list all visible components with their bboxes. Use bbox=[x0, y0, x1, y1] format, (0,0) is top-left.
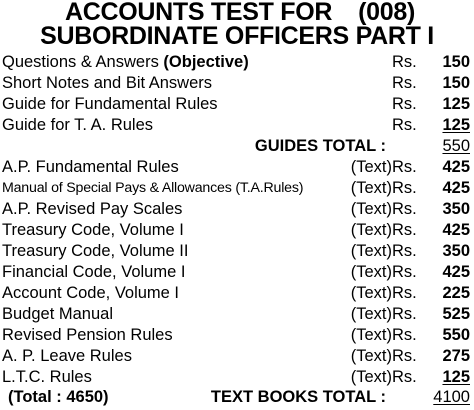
currency-label: Rs. bbox=[392, 284, 417, 302]
footer-totals-row bbox=[0, 387, 474, 408]
textbook-type: (Text) bbox=[350, 326, 392, 344]
textbook-price: 425 bbox=[442, 263, 470, 281]
guide-price: 150 bbox=[442, 53, 470, 71]
textbook-price: 275 bbox=[442, 347, 470, 365]
textbook-type: (Text) bbox=[350, 179, 392, 197]
currency-label: Rs. bbox=[392, 368, 417, 386]
textbook-name: Budget Manual bbox=[2, 305, 113, 323]
currency-label: Rs. bbox=[392, 242, 417, 260]
textbook-price: 350 bbox=[442, 242, 470, 260]
guide-name: Short Notes and Bit Answers bbox=[2, 74, 213, 92]
textbook-name: Manual of Special Pays & Allowances (T.A.Rules) bbox=[2, 180, 304, 196]
guides-total-label: GUIDES TOTAL : bbox=[254, 137, 386, 155]
textbook-price: 425 bbox=[442, 158, 470, 176]
currency-label: Rs. bbox=[392, 158, 417, 176]
textbooks-total-value: 4100 bbox=[433, 388, 470, 406]
currency-label: Rs. bbox=[392, 53, 417, 71]
guide-price: 125 bbox=[442, 116, 470, 134]
textbook-name: Account Code, Volume I bbox=[2, 284, 180, 302]
textbook-price: 550 bbox=[442, 326, 470, 344]
guide-name-bold: (Objective) bbox=[163, 53, 249, 71]
textbook-row bbox=[0, 325, 474, 346]
currency-label: Rs. bbox=[392, 179, 417, 197]
textbook-name: A. P. Leave Rules bbox=[2, 347, 132, 365]
guides-total-row bbox=[0, 136, 474, 157]
textbook-price: 525 bbox=[442, 305, 470, 323]
textbook-name: Financial Code, Volume I bbox=[2, 263, 186, 281]
currency-label: Rs. bbox=[392, 200, 417, 218]
textbook-type: (Text) bbox=[350, 221, 392, 239]
currency-label: Rs. bbox=[392, 95, 417, 113]
textbook-type: (Text) bbox=[350, 305, 392, 323]
heading-line-2: SUBORDINATE OFFICERS PART I bbox=[40, 22, 434, 50]
textbook-type: (Text) bbox=[350, 242, 392, 260]
guide-row bbox=[0, 73, 474, 94]
guide-name: Guide for Fundamental Rules bbox=[2, 95, 218, 113]
currency-label: Rs. bbox=[392, 263, 417, 281]
guides-total-value: 550 bbox=[442, 137, 470, 155]
textbook-type: (Text) bbox=[350, 158, 392, 176]
currency-label: Rs. bbox=[392, 116, 417, 134]
textbook-row bbox=[0, 283, 474, 304]
textbook-price: 225 bbox=[442, 284, 470, 302]
grand-total: (Total : 4650) bbox=[8, 388, 109, 406]
textbook-name: A.P. Fundamental Rules bbox=[2, 158, 179, 176]
heading-title: ACCOUNTS TEST FOR bbox=[65, 0, 333, 26]
currency-label: Rs. bbox=[392, 347, 417, 365]
textbook-price: 125 bbox=[442, 368, 470, 386]
textbook-row bbox=[0, 304, 474, 325]
textbook-price: 425 bbox=[442, 221, 470, 239]
textbook-type: (Text) bbox=[350, 263, 392, 281]
textbook-price: 425 bbox=[442, 179, 470, 197]
textbook-type: (Text) bbox=[350, 368, 392, 386]
textbook-row bbox=[0, 157, 474, 178]
currency-label: Rs. bbox=[392, 221, 417, 239]
guide-name: Guide for T. A. Rules bbox=[2, 116, 154, 134]
guide-row bbox=[0, 115, 474, 136]
guide-price: 150 bbox=[442, 74, 470, 92]
textbook-row bbox=[0, 241, 474, 262]
textbook-row bbox=[0, 367, 474, 388]
textbook-row bbox=[0, 262, 474, 283]
guide-name: Questions & Answers (Objective) bbox=[2, 53, 249, 71]
textbook-name: Treasury Code, Volume II bbox=[2, 242, 189, 260]
textbook-name: Revised Pension Rules bbox=[2, 326, 173, 344]
textbook-name: Treasury Code, Volume I bbox=[2, 221, 184, 239]
textbook-row bbox=[0, 346, 474, 367]
guide-row bbox=[0, 52, 474, 73]
heading-code: (008) bbox=[358, 0, 415, 26]
textbook-price: 350 bbox=[442, 200, 470, 218]
textbooks-total-label: TEXT BOOKS TOTAL : bbox=[210, 388, 386, 406]
textbook-type: (Text) bbox=[350, 200, 392, 218]
currency-label: Rs. bbox=[392, 74, 417, 92]
textbook-row bbox=[0, 199, 474, 220]
textbook-type: (Text) bbox=[350, 284, 392, 302]
textbook-type: (Text) bbox=[350, 347, 392, 365]
textbook-name: L.T.C. Rules bbox=[2, 368, 92, 386]
textbook-name: A.P. Revised Pay Scales bbox=[2, 200, 183, 218]
guide-price: 125 bbox=[442, 95, 470, 113]
textbook-row bbox=[0, 220, 474, 241]
currency-label: Rs. bbox=[392, 326, 417, 344]
textbook-row bbox=[0, 178, 474, 199]
guide-row bbox=[0, 94, 474, 115]
currency-label: Rs. bbox=[392, 305, 417, 323]
